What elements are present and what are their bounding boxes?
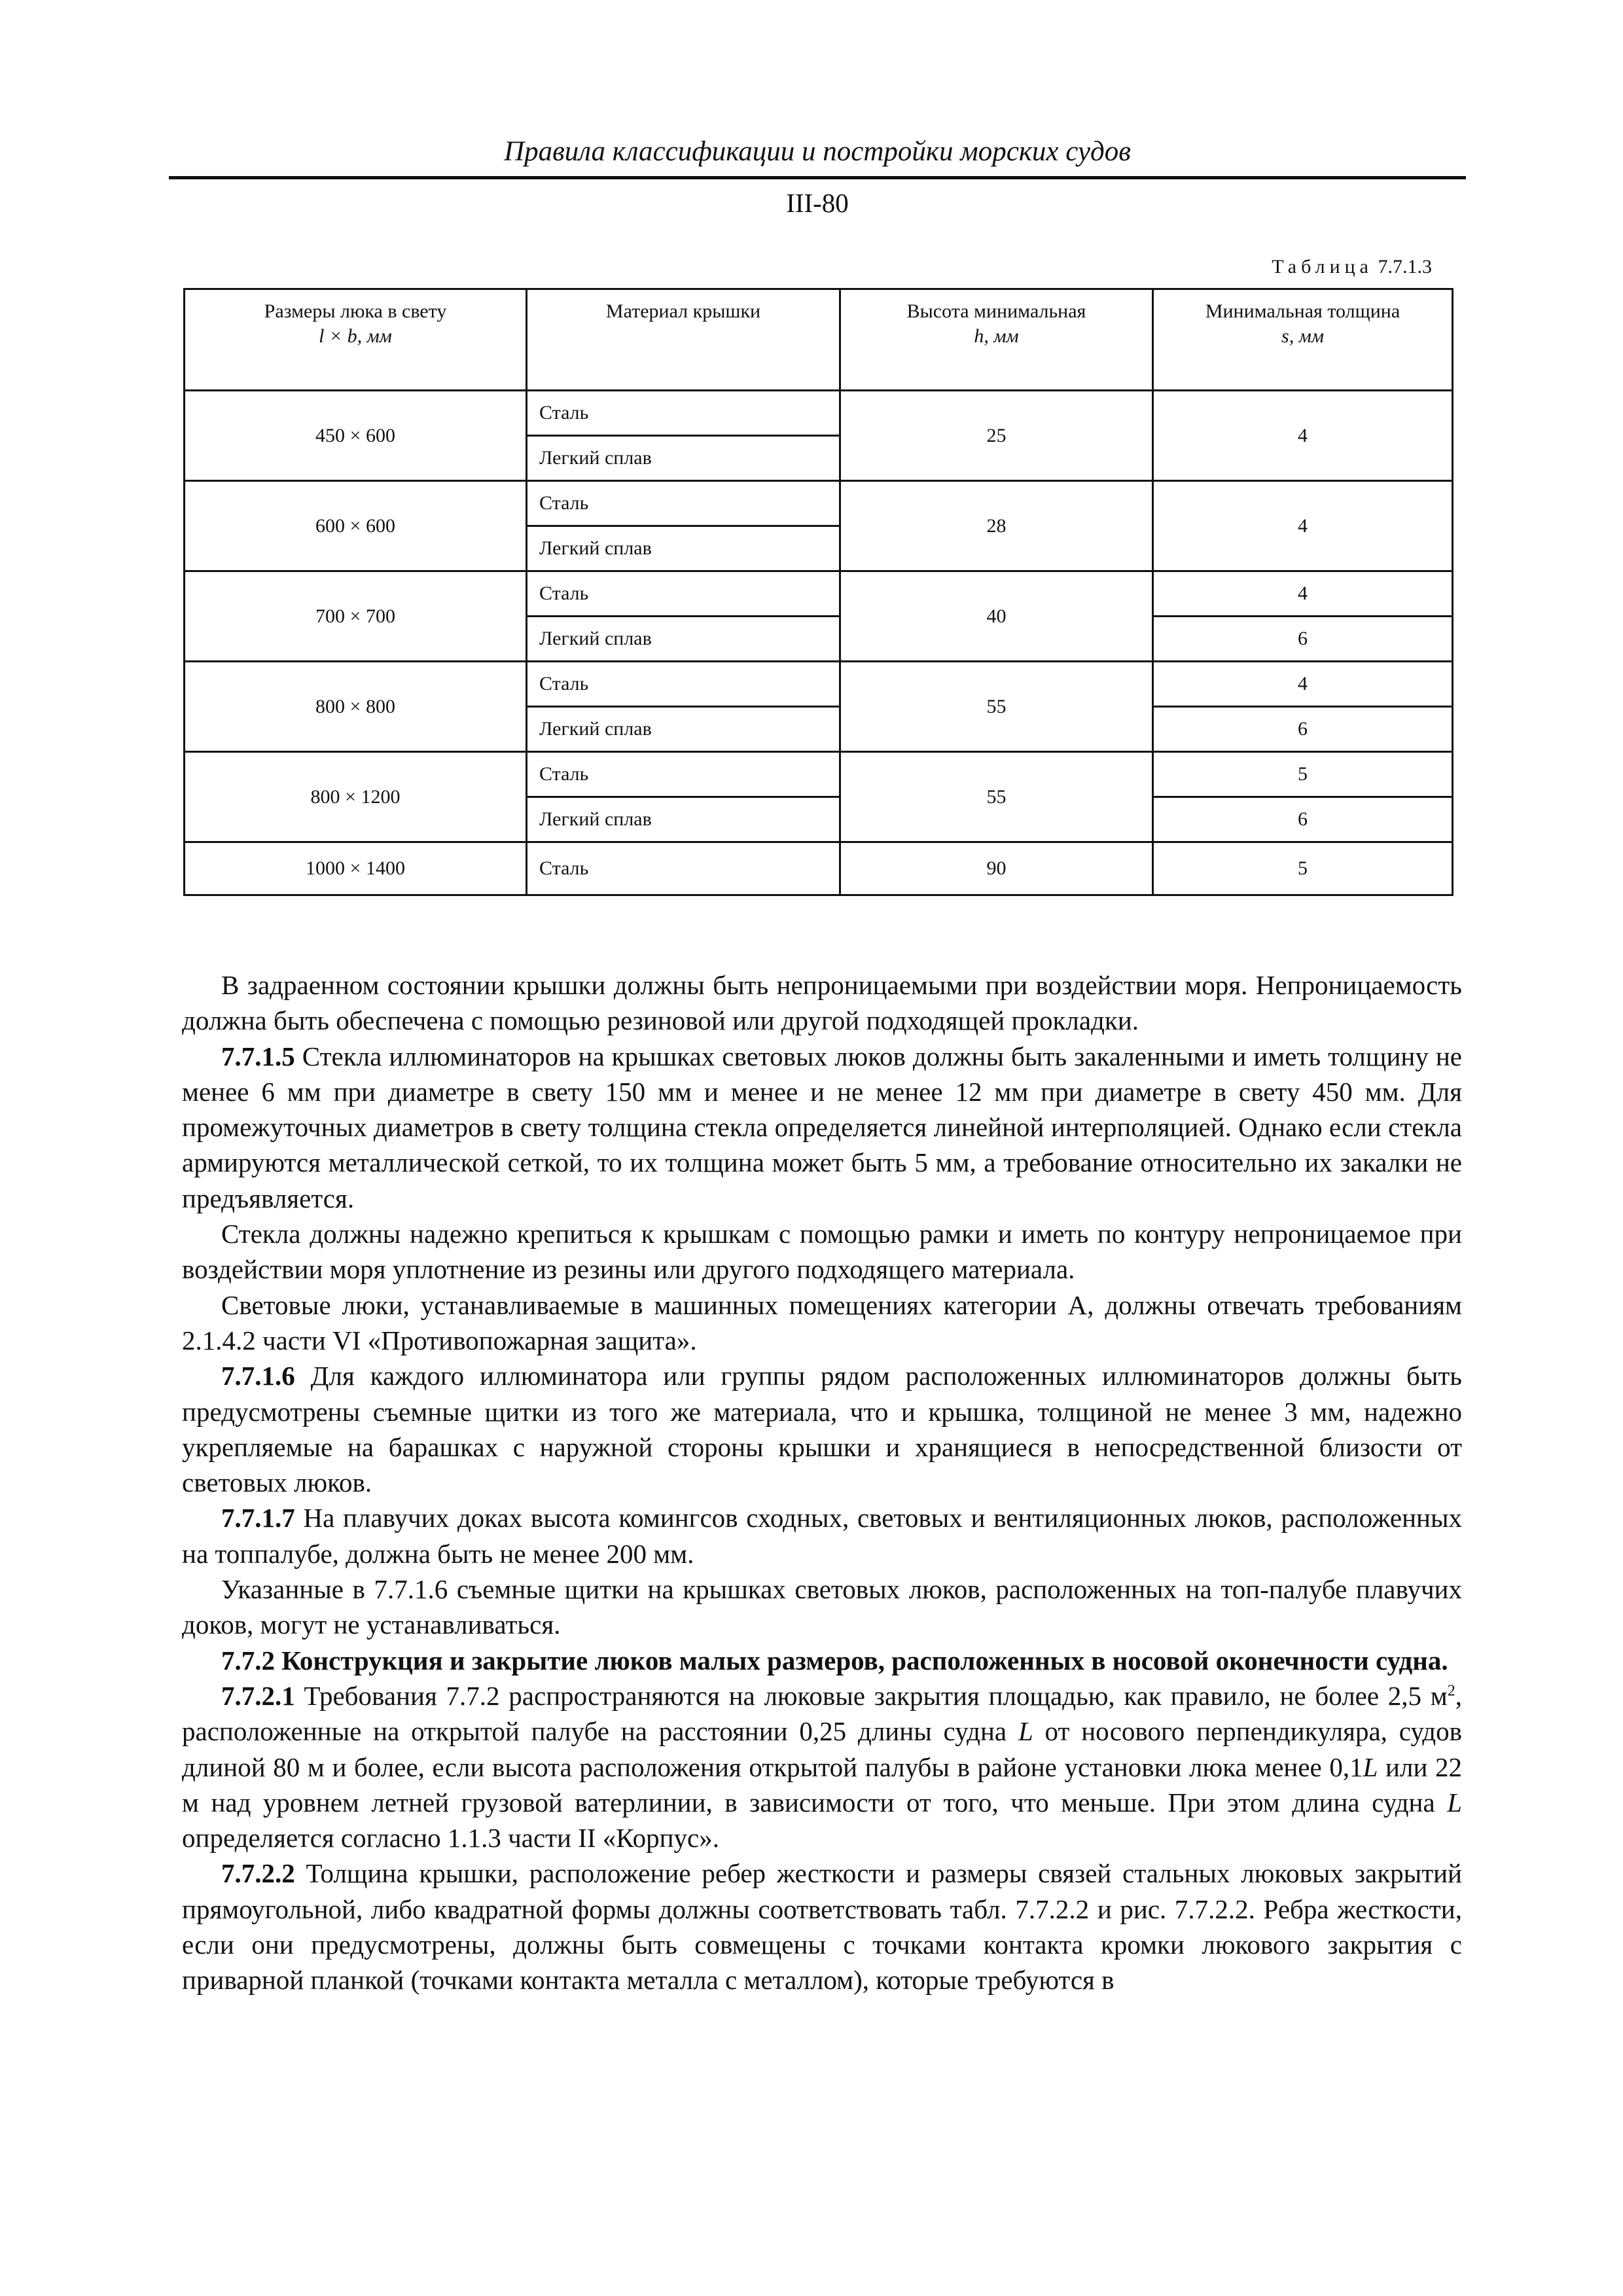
- paragraph: Стекла должны надежно крепиться к крышкам с помощью рамки и иметь по контуру непроницаемое при воздействии моря уплотнение из резины или другого подходящего материала.: [182, 1219, 1462, 1285]
- paragraph: В задраенном состоянии крышки должны быть непроницаемыми при воздействии моря. Непроницаемость должна быть обеспечена с помощью резиновой или другой подходящей прокладки.: [182, 970, 1462, 1036]
- paragraph: 7.7.1.7 На плавучих доках высота комингсов сходных, световых и вентиляционных люков, расположенных на топпалубе, должна быть не менее 200 мм.: [182, 1503, 1462, 1569]
- cell-thickness: 4: [1153, 481, 1453, 571]
- cell-material: Легкий сплав: [527, 617, 840, 662]
- page-number: III-80: [786, 188, 849, 218]
- col-header-height: Высота минимальная h, мм: [840, 289, 1153, 391]
- cell-thickness: 4: [1153, 662, 1453, 707]
- table-header-row: [185, 289, 1453, 391]
- body-text: [182, 967, 1462, 1998]
- cell-size: 450 × 600: [185, 391, 527, 481]
- cell-material: Сталь: [527, 662, 840, 707]
- table-row: [185, 752, 1453, 797]
- cell-material: Легкий сплав: [527, 526, 840, 571]
- paragraph: 7.7.2.1 Требования 7.7.2 распространяются на люковые закрытия площадью, как правило, не более 2,5 $м^2$, расположенные на открытой палубе на расстоянии 0,25 длины судна L от носового перпендикуляра, судов длиной 80 м и более, если высота расположения открытой палубы в районе установки люка менее 0,1L или 22 м над уровнем летней грузовой ватерлинии, в зависимости от того, что меньше. При этом длина судна L определяется согласно 1.1.3 части II «Корпус».: [182, 1680, 1463, 1854]
- paragraph: 7.7.2.2 Толщина крышки, расположение ребер жесткости и размеры связей стальных люковых закрытий прямоугольной, либо квадратной формы должны соответствовать табл. 7.7.2.2 и рис. 7.7.2.2. Ребра жесткости, если они предусмотрены, должны быть совмещены с точками контакта кромки люкового закрытия с приварной планкой (точками контакта металла с металлом), которые требуются в: [182, 1858, 1462, 1996]
- cell-thickness: 4: [1153, 391, 1453, 481]
- cell-thickness: 4: [1153, 571, 1453, 617]
- cell-thickness: 6: [1153, 707, 1453, 752]
- cell-height: 25: [840, 391, 1153, 481]
- cell-height: 28: [840, 481, 1153, 571]
- cell-material: Легкий сплав: [527, 436, 840, 481]
- cell-material: Легкий сплав: [527, 797, 840, 842]
- cell-material: Сталь: [527, 752, 840, 797]
- cell-thickness: 6: [1153, 797, 1453, 842]
- section-heading: 7.7.2 Конструкция и закрытие люков малых размеров, расположенных в носовой оконечности судна.: [221, 1645, 1448, 1676]
- table-row: [185, 481, 1453, 526]
- cell-thickness: 5: [1153, 842, 1453, 895]
- clause-number: 7.7.1.6: [221, 1361, 295, 1391]
- table-row: [185, 842, 1453, 895]
- cell-height: 90: [840, 842, 1153, 895]
- table-row: [185, 391, 1453, 436]
- table-caption-word: Таблица: [1272, 256, 1373, 278]
- table-row: [185, 662, 1453, 707]
- header-rule: [169, 176, 1466, 179]
- col-header-size: Размеры люка в свету l × b, мм: [185, 289, 527, 391]
- clause-number: 7.7.1.7: [221, 1503, 295, 1534]
- cell-material: Сталь: [527, 391, 840, 436]
- cell-size: 700 × 700: [185, 571, 527, 662]
- running-title: Правила классификации и постройки морских судов: [504, 136, 1131, 167]
- clause-number: 7.7.2.1: [221, 1680, 295, 1711]
- paragraph: 7.7.1.5 Стекла иллюминаторов на крышках световых люков должны быть закаленными и иметь толщину не менее 6 мм при диаметре в свету 150 мм и менее и не менее 12 мм при диаметре в свету 450 мм. Для промежуточных диаметров в свету толщина стекла определяется линейной интерполяцией. Однако если стекла армируются металлической сеткой, то их толщина может быть 5 мм, а требование относительно их закалки не предъявляется.: [182, 1041, 1462, 1213]
- col-header-material: Материал крышки: [527, 289, 840, 391]
- cell-size: 600 × 600: [185, 481, 527, 571]
- hatch-table: [183, 288, 1454, 896]
- cell-size: 800 × 800: [185, 662, 527, 752]
- cell-size: 800 × 1200: [185, 752, 527, 842]
- clause-number: 7.7.1.5: [221, 1041, 295, 1071]
- paragraph: Указанные в 7.7.1.6 съемные щитки на крышках световых люков, расположенных на топ-палубе плавучих доков, могут не устанавливаться.: [182, 1574, 1462, 1640]
- cell-thickness: 6: [1153, 617, 1453, 662]
- cell-material: Сталь: [527, 571, 840, 617]
- paragraph: Световые люки, устанавливаемые в машинных помещениях категории А, должны отвечать требованиям 2.1.4.2 части VI «Противопожарная защита».: [182, 1289, 1462, 1355]
- clause-number: 7.7.2.2: [221, 1858, 295, 1889]
- table-caption: [1272, 254, 1432, 280]
- cell-material: Сталь: [527, 481, 840, 526]
- table-row: [185, 571, 1453, 617]
- cell-thickness: 5: [1153, 752, 1453, 797]
- cell-size: 1000 × 1400: [185, 842, 527, 895]
- cell-height: 55: [840, 662, 1153, 752]
- cell-height: 55: [840, 752, 1153, 842]
- paragraph: 7.7.1.6 Для каждого иллюминатора или группы рядом расположенных иллюминаторов должны быть предусмотрены съемные щитки из того же материала, что и крышка, толщиной не менее 3 мм, надежно укрепляемые на барашках с наружной стороны крышки и хранящиеся в непосредственной близости от световых люков.: [182, 1361, 1462, 1498]
- cell-material: Сталь: [527, 842, 840, 895]
- table-caption-number: 7.7.1.3: [1378, 256, 1432, 278]
- col-header-thickness: Минимальная толщина s, мм: [1153, 289, 1453, 391]
- cell-height: 40: [840, 571, 1153, 662]
- cell-material: Легкий сплав: [527, 707, 840, 752]
